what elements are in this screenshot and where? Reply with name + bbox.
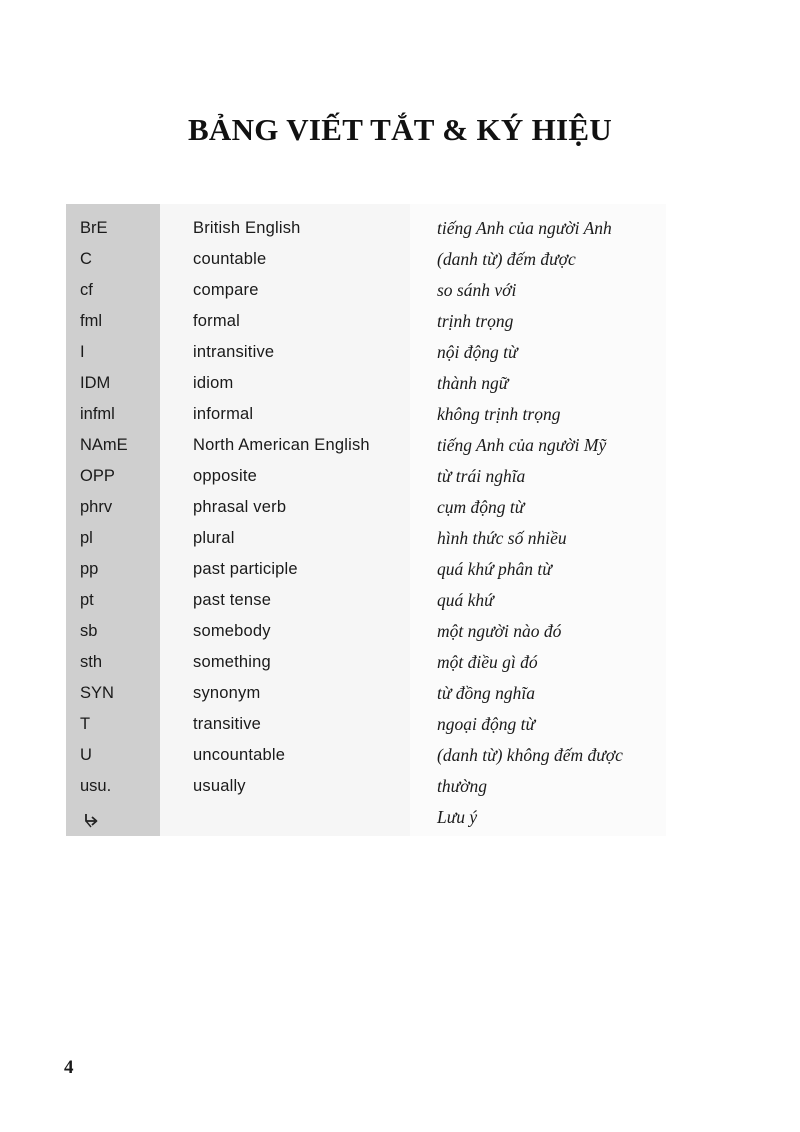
vietnamese-meaning: từ đồng nghĩa (437, 683, 536, 703)
vietnamese-meaning: hình thức số nhiều (437, 528, 567, 548)
table-row (66, 678, 666, 709)
table-row (66, 461, 666, 492)
english-meaning: countable (193, 250, 267, 268)
english-meaning: British English (193, 219, 301, 237)
table-row (66, 399, 666, 430)
english-meaning: uncountable (193, 746, 286, 764)
vietnamese-meaning: quá khứ (437, 590, 494, 610)
table-row (66, 430, 666, 461)
english-meaning: transitive (193, 715, 262, 733)
table-row (66, 306, 666, 337)
vietnamese-meaning: thường (437, 776, 487, 796)
vietnamese-meaning: (danh từ) không đếm được (437, 745, 623, 765)
english-meaning: idiom (193, 374, 234, 392)
vietnamese-meaning: tiếng Anh của người Mỹ (437, 435, 607, 455)
abbreviation: BrE (80, 219, 108, 237)
english-meaning: plural (193, 529, 235, 547)
abbreviation: IDM (80, 374, 111, 392)
abbreviation: pl (80, 529, 93, 547)
english-meaning: synonym (193, 684, 261, 702)
abbreviation: cf (80, 281, 93, 299)
abbreviation: SYN (80, 684, 114, 702)
english-meaning: usually (193, 777, 246, 795)
english-meaning: North American English (193, 436, 370, 454)
abbreviation: phrv (80, 498, 113, 516)
abbreviation: NAmE (80, 436, 128, 454)
table-row (66, 244, 666, 275)
english-meaning: past tense (193, 591, 272, 609)
vietnamese-meaning: cụm động từ (437, 497, 525, 517)
note-arrow-icon (83, 809, 101, 827)
table-row (66, 368, 666, 399)
vietnamese-meaning: nội động từ (437, 342, 518, 362)
table-rows (66, 213, 666, 833)
english-meaning: opposite (193, 467, 257, 485)
vietnamese-meaning: tiếng Anh của người Anh (437, 218, 612, 238)
vietnamese-meaning: ngoại động từ (437, 714, 536, 734)
table-row-note (66, 802, 666, 833)
abbreviation: pt (80, 591, 94, 609)
table-row (66, 275, 666, 306)
abbreviation: fml (80, 312, 102, 330)
table-row (66, 523, 666, 554)
english-meaning: compare (193, 281, 259, 299)
english-meaning: informal (193, 405, 254, 423)
page-number: 4 (64, 1057, 74, 1078)
english-meaning: somebody (193, 622, 271, 640)
vietnamese-meaning: so sánh với (437, 280, 517, 300)
table-row (66, 709, 666, 740)
table-row (66, 337, 666, 368)
english-meaning: intransitive (193, 343, 275, 361)
english-meaning: something (193, 653, 271, 671)
table-row (66, 616, 666, 647)
abbreviation: OPP (80, 467, 115, 485)
vietnamese-meaning: (danh từ) đếm được (437, 249, 576, 269)
vietnamese-meaning: thành ngữ (437, 373, 509, 393)
vietnamese-meaning: từ trái nghĩa (437, 466, 526, 486)
abbreviation: sb (80, 622, 98, 640)
table-row (66, 554, 666, 585)
vietnamese-meaning: trịnh trọng (437, 311, 514, 331)
abbreviation: infml (80, 405, 115, 423)
english-meaning: formal (193, 312, 241, 330)
abbreviation: usu. (80, 777, 112, 795)
english-meaning: phrasal verb (193, 498, 287, 516)
vietnamese-meaning: một người nào đó (437, 621, 562, 641)
abbreviation: sth (80, 653, 103, 671)
abbreviation: I (80, 343, 85, 361)
abbreviation: pp (80, 560, 99, 578)
vietnamese-meaning: không trịnh trọng (437, 404, 561, 424)
page-title: BẢNG VIẾT TẮT & KÝ HIỆU (187, 112, 613, 147)
table-row (66, 213, 666, 244)
vietnamese-meaning: quá khứ phân từ (437, 559, 552, 579)
table-row (66, 647, 666, 678)
table-row (66, 771, 666, 802)
table-row (66, 585, 666, 616)
abbreviation-table (66, 204, 666, 836)
abbreviation: T (80, 715, 91, 733)
vietnamese-meaning: Lưu ý (437, 807, 478, 827)
table-row (66, 740, 666, 771)
abbreviation: C (80, 250, 92, 268)
english-meaning: past participle (193, 560, 298, 578)
vietnamese-meaning: một điều gì đó (437, 652, 538, 672)
table-row (66, 492, 666, 523)
abbreviation: U (80, 746, 92, 764)
